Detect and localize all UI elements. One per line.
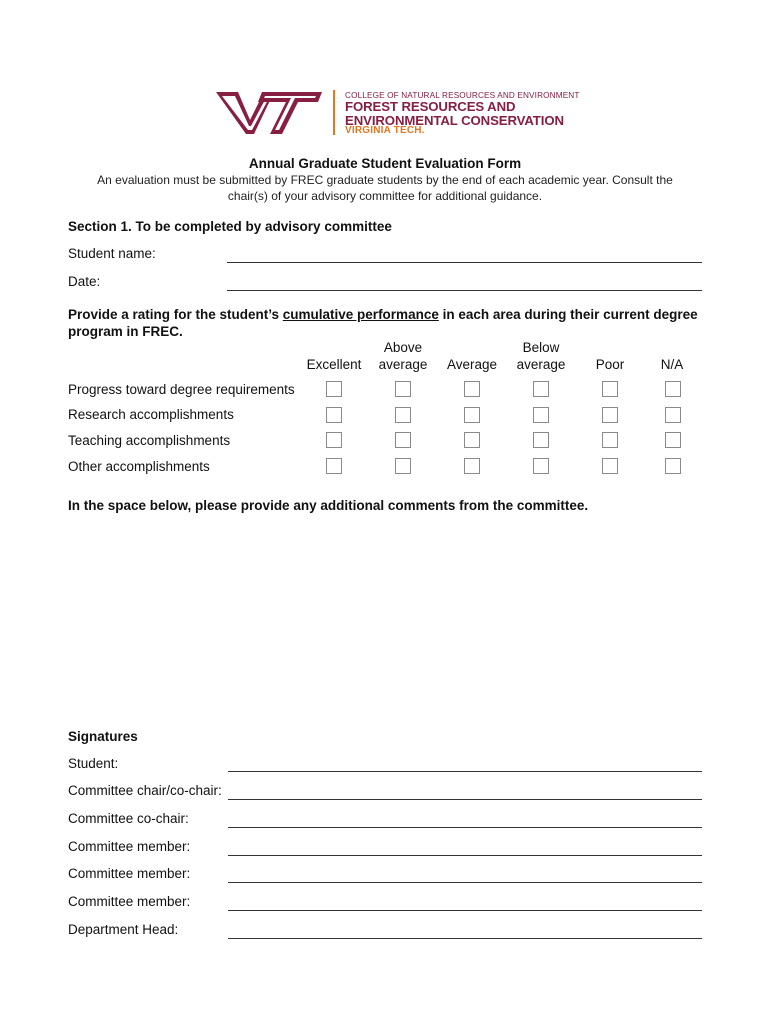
college-name: COLLEGE OF NATURAL RESOURCES AND ENVIRONMENT bbox=[345, 91, 580, 100]
checkbox-research-na[interactable] bbox=[665, 407, 681, 423]
checkbox-other-poor[interactable] bbox=[602, 458, 618, 474]
row-label-other: Other accomplishments bbox=[68, 459, 210, 474]
checkbox-progress-below-average[interactable] bbox=[533, 381, 549, 397]
date-label: Date: bbox=[68, 274, 101, 289]
sig-label-committee-member-2: Committee member: bbox=[68, 866, 191, 881]
col-na: N/A bbox=[660, 357, 684, 372]
row-label-teaching: Teaching accomplishments bbox=[68, 433, 231, 448]
comments-heading: In the space below, please provide any additional comments from the committee. bbox=[68, 498, 589, 513]
checkbox-research-above-average[interactable] bbox=[395, 407, 411, 423]
sig-label-committee-chair: Committee chair/co-chair: bbox=[68, 783, 222, 798]
university-name: VIRGINIA TECH. bbox=[345, 125, 425, 136]
form-instructions: An evaluation must be submitted by FREC graduate students by the end of each academic year. Consult the chair(s) of your advisory committee for additional guidance. bbox=[97, 173, 673, 203]
checkbox-teaching-below-average[interactable] bbox=[533, 432, 549, 448]
date-field[interactable] bbox=[227, 290, 702, 291]
logo-divider bbox=[333, 90, 335, 135]
department-logo bbox=[216, 88, 580, 138]
student-name-field[interactable] bbox=[227, 262, 702, 263]
checkbox-other-above-average[interactable] bbox=[395, 458, 411, 474]
checkbox-teaching-excellent[interactable] bbox=[326, 432, 342, 448]
sig-line-committee-member-2[interactable] bbox=[228, 882, 702, 883]
sig-line-department-head[interactable] bbox=[228, 938, 702, 939]
checkbox-other-excellent[interactable] bbox=[326, 458, 342, 474]
vt-logo-icon bbox=[216, 90, 322, 136]
checkbox-other-na[interactable] bbox=[665, 458, 681, 474]
department-name-line1: FOREST RESOURCES AND bbox=[345, 99, 516, 114]
sig-label-committee-member-1: Committee member: bbox=[68, 839, 191, 854]
checkbox-research-below-average[interactable] bbox=[533, 407, 549, 423]
checkbox-other-average[interactable] bbox=[464, 458, 480, 474]
col-below-line1: Below bbox=[522, 340, 560, 355]
checkbox-teaching-average[interactable] bbox=[464, 432, 480, 448]
form-title: Annual Graduate Student Evaluation Form bbox=[248, 156, 522, 171]
rating-prompt-text-1: Provide a rating for the student’s bbox=[68, 307, 283, 322]
sig-label-student: Student: bbox=[68, 756, 119, 771]
col-below-line2: average bbox=[516, 356, 566, 372]
checkbox-progress-na[interactable] bbox=[665, 381, 681, 397]
col-above-line2: average bbox=[378, 356, 428, 372]
rating-prompt-emphasis: cumulative performance bbox=[282, 307, 439, 322]
rating-prompt bbox=[68, 307, 708, 340]
col-average: Average bbox=[446, 357, 498, 372]
student-name-label: Student name: bbox=[68, 246, 156, 261]
checkbox-teaching-above-average[interactable] bbox=[395, 432, 411, 448]
col-above-average bbox=[363, 340, 443, 373]
sig-line-committee-member-1[interactable] bbox=[228, 855, 702, 856]
signatures-heading: Signatures bbox=[68, 729, 138, 744]
comments-area[interactable] bbox=[68, 520, 702, 715]
col-below-average bbox=[501, 340, 581, 373]
col-above-line1: Above bbox=[383, 340, 423, 355]
col-excellent: Excellent bbox=[306, 357, 362, 372]
sig-line-committee-chair[interactable] bbox=[228, 799, 702, 800]
sig-line-committee-member-3[interactable] bbox=[228, 910, 702, 911]
checkbox-progress-poor[interactable] bbox=[602, 381, 618, 397]
checkbox-research-poor[interactable] bbox=[602, 407, 618, 423]
row-label-progress: Progress toward degree requirements bbox=[68, 382, 295, 397]
sig-label-committee-cochair: Committee co-chair: bbox=[68, 811, 189, 826]
sig-line-student[interactable] bbox=[228, 771, 702, 772]
row-label-research: Research accomplishments bbox=[68, 407, 234, 422]
sig-line-committee-cochair[interactable] bbox=[228, 827, 702, 828]
checkbox-progress-average[interactable] bbox=[464, 381, 480, 397]
checkbox-teaching-na[interactable] bbox=[665, 432, 681, 448]
checkbox-other-below-average[interactable] bbox=[533, 458, 549, 474]
checkbox-progress-above-average[interactable] bbox=[395, 381, 411, 397]
sig-label-department-head: Department Head: bbox=[68, 922, 179, 937]
checkbox-research-excellent[interactable] bbox=[326, 407, 342, 423]
department-name-line2: ENVIRONMENTAL CONSERVATION bbox=[345, 113, 564, 128]
rating-prompt-text-2: in each area during their current degree program in FREC. bbox=[68, 307, 698, 339]
checkbox-progress-excellent[interactable] bbox=[326, 381, 342, 397]
col-poor: Poor bbox=[595, 357, 625, 372]
sig-label-committee-member-3: Committee member: bbox=[68, 894, 191, 909]
checkbox-teaching-poor[interactable] bbox=[602, 432, 618, 448]
checkbox-research-average[interactable] bbox=[464, 407, 480, 423]
section-1-heading: Section 1. To be completed by advisory committee bbox=[68, 219, 392, 234]
